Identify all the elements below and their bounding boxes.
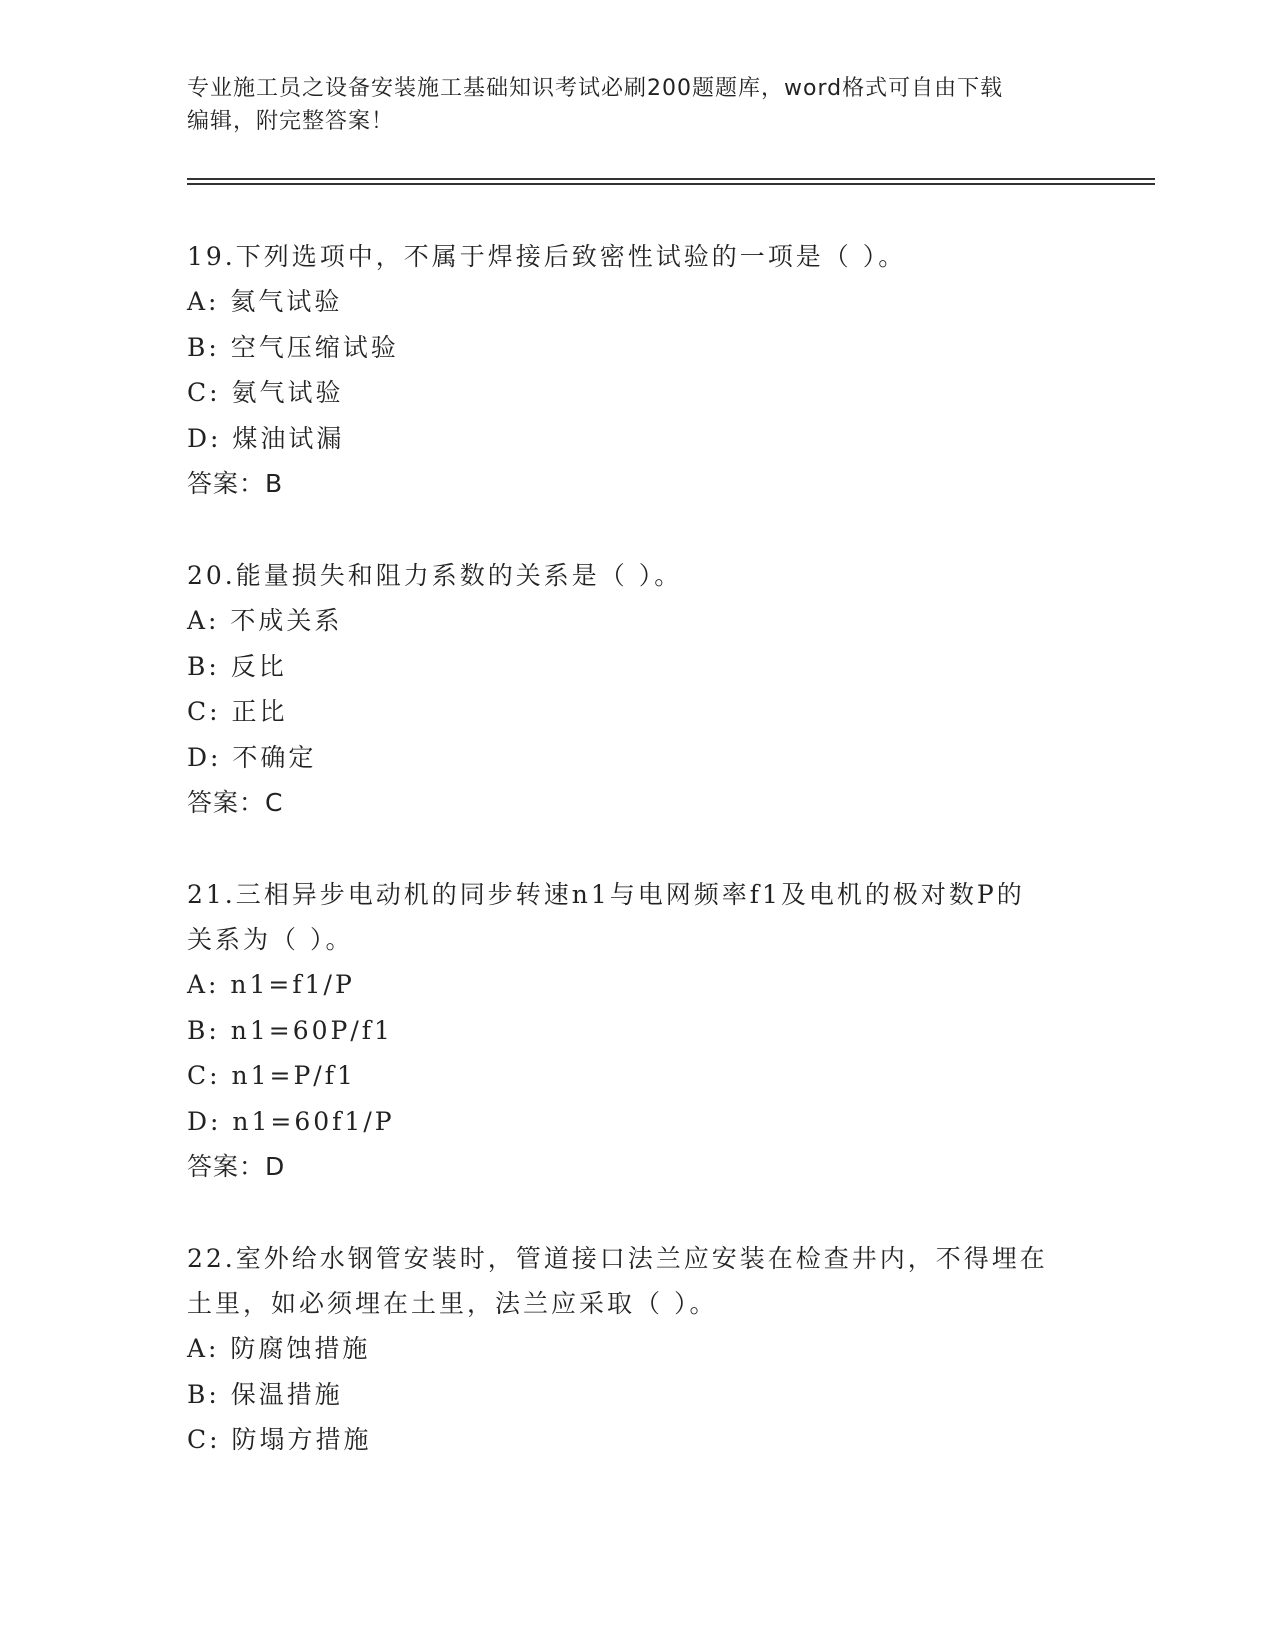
option-b: B: n1=60P/f1	[187, 1015, 393, 1045]
question-21	[187, 872, 1087, 1189]
option-c: C: n1=P/f1	[187, 1061, 356, 1090]
option-b: B: 反比	[187, 651, 287, 681]
header-divider-bottom	[187, 183, 1155, 185]
option-c: C: 氨气试验	[187, 378, 344, 407]
header-line-1: 专业施工员之设备安装施工基础知识考试必刷200题题库，word格式可自由下载	[187, 76, 1004, 101]
option-c: C: 防塌方措施	[187, 1425, 372, 1454]
question-20	[187, 553, 1087, 825]
question-stem: 20.能量损失和阻力系数的关系是（ ）。	[187, 561, 683, 590]
option-d: D: 煤油试漏	[187, 423, 345, 453]
option-a: A: 不成关系	[187, 606, 343, 635]
option-b: B: 空气压缩试验	[187, 332, 399, 362]
option-d: D: 不确定	[187, 742, 317, 772]
question-stem-line-1: 22.室外给水钢管安装时，管道接口法兰应安装在检查井内，不得埋在	[187, 1244, 1048, 1273]
question-stem-line-2: 土里，如必须埋在土里，法兰应采取（ ）。	[187, 1289, 718, 1318]
question-22	[187, 1236, 1087, 1463]
option-a: A: 防腐蚀措施	[187, 1334, 371, 1363]
question-19	[187, 234, 1087, 506]
option-a: A: n1=f1/P	[187, 970, 355, 999]
option-d: D: n1=60f1/P	[187, 1106, 395, 1136]
document-header	[187, 72, 1067, 138]
header-line-2: 编辑，附完整答案！	[187, 109, 395, 134]
answer-label: 答案：B	[187, 469, 284, 498]
option-c: C: 正比	[187, 697, 288, 726]
answer-label: 答案：D	[187, 1152, 286, 1181]
header-divider-top	[187, 178, 1155, 180]
answer-label: 答案：C	[187, 788, 284, 817]
question-stem: 19.下列选项中，不属于焊接后致密性试验的一项是（ ）。	[187, 242, 907, 271]
question-stem-line-1: 21.三相异步电动机的同步转速n1与电网频率f1及电机的极对数P的	[187, 880, 1025, 909]
option-a: A: 氦气试验	[187, 287, 343, 316]
question-stem-line-2: 关系为（ ）。	[187, 925, 354, 954]
option-b: B: 保温措施	[187, 1379, 343, 1409]
